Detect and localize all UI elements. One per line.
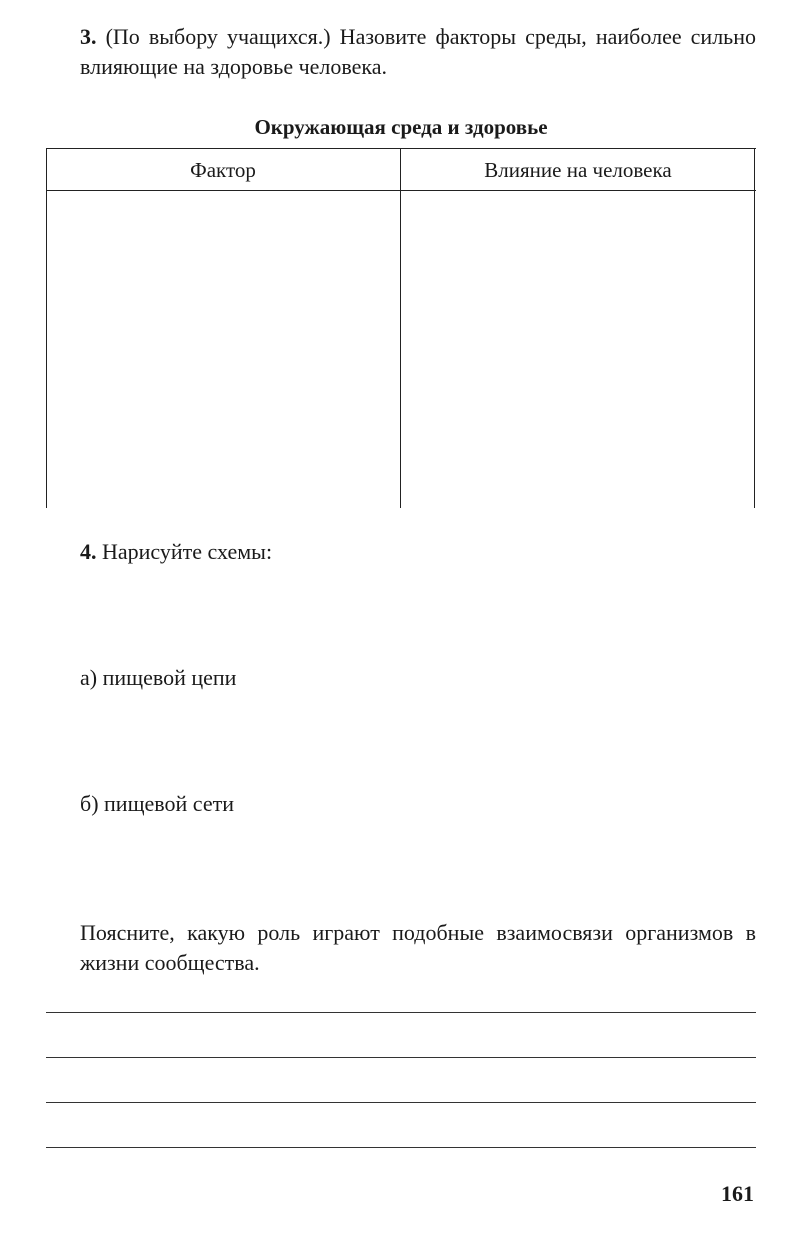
table-column-divider <box>400 148 401 508</box>
task-3-text <box>80 22 756 82</box>
task-4-text <box>80 537 756 567</box>
column-header-impact: Влияние на человека <box>484 158 672 182</box>
explain-question: Поясните, какую роль играют подобные взаимосвязи организмов в жизни сообщества. <box>80 920 756 975</box>
impact-answer-cell[interactable] <box>403 192 752 506</box>
page-number: 161 <box>721 1181 754 1206</box>
table-header-divider <box>46 190 756 191</box>
table-caption: Окружающая среда и здоровье <box>254 115 548 139</box>
table-left-border <box>46 148 47 508</box>
environment-health-table <box>46 148 756 508</box>
item-food-chain: а) пищевой цепи <box>80 665 237 690</box>
column-header-factor: Фактор <box>190 158 256 182</box>
factor-answer-cell[interactable] <box>48 192 398 506</box>
answer-line-4[interactable] <box>46 1125 756 1148</box>
table-right-border <box>754 148 755 508</box>
answer-line-3[interactable] <box>46 1080 756 1103</box>
task-3-body: (По выбору учащихся.) Назовите факторы среды, наиболее сильно влияющие на здоровье человека. <box>80 24 756 79</box>
task-4-number: 4. <box>80 539 97 564</box>
answer-line-1[interactable] <box>46 990 756 1013</box>
answer-line-2[interactable] <box>46 1035 756 1058</box>
task-4-body: Нарисуйте схемы: <box>96 539 273 564</box>
item-food-web: б) пищевой сети <box>80 791 234 816</box>
task-3-number: 3. <box>80 24 97 49</box>
table-top-border <box>46 148 756 149</box>
